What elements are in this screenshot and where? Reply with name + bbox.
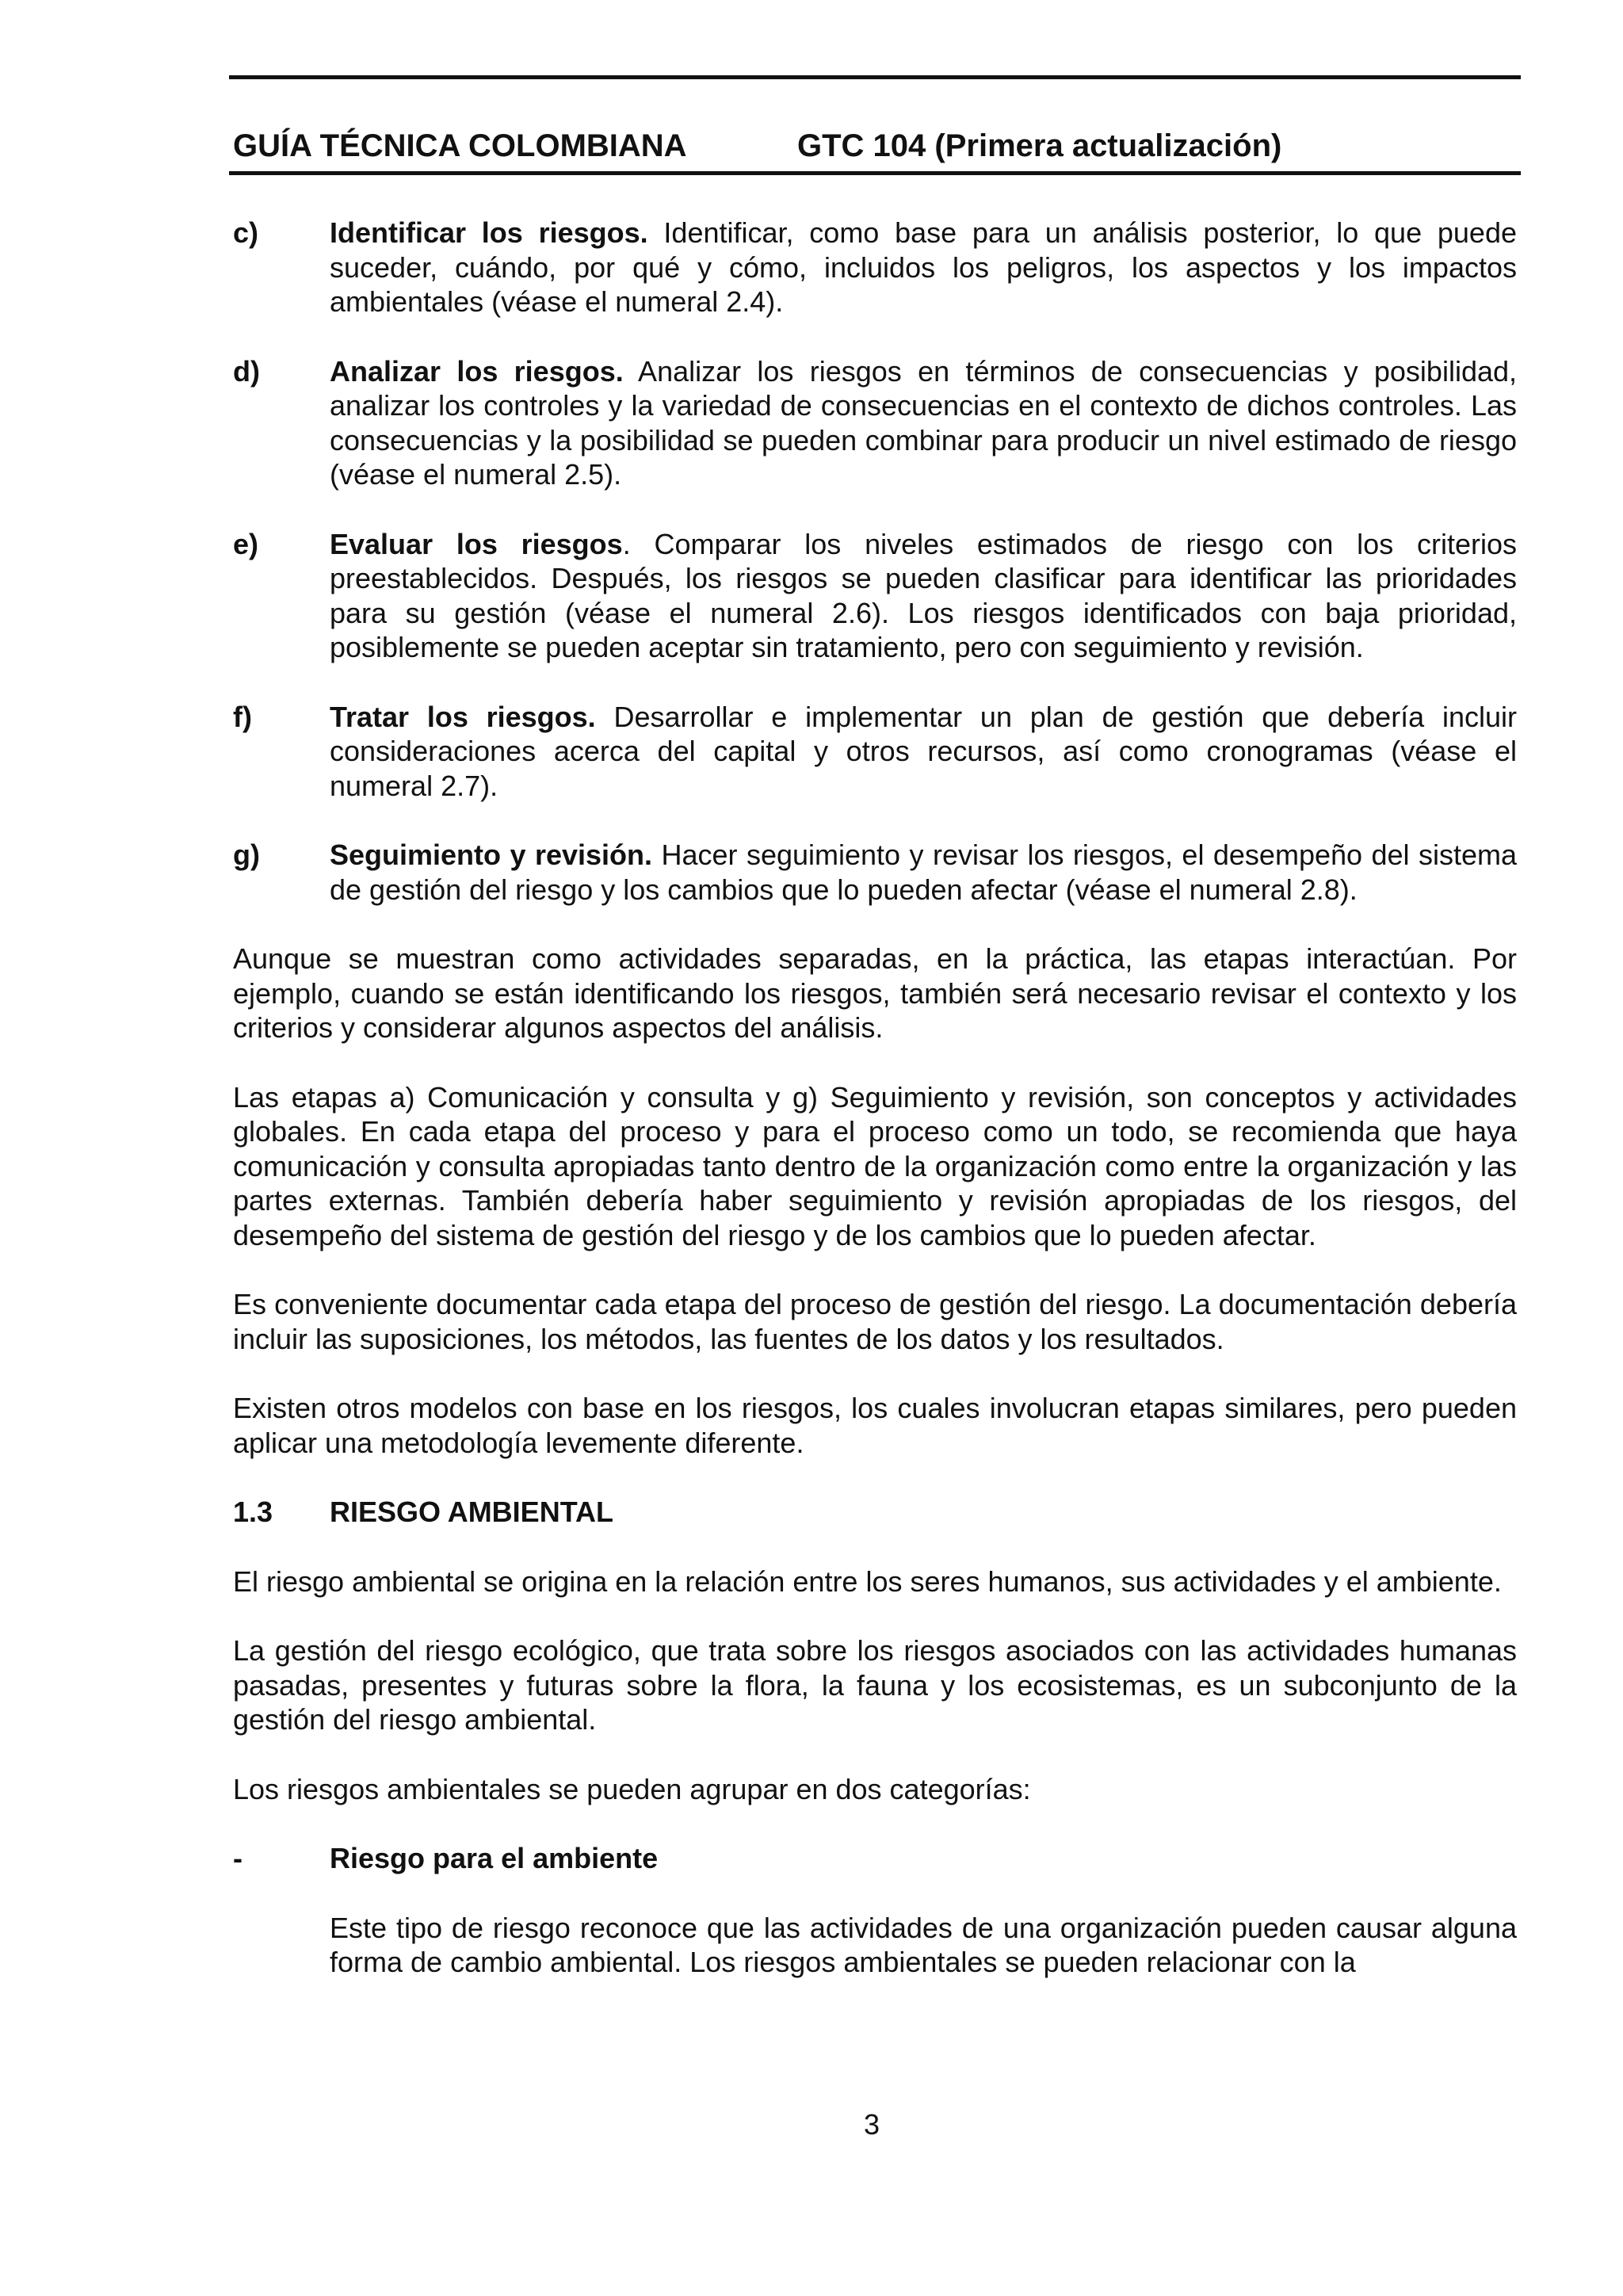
list-term: Tratar los riesgos. bbox=[330, 700, 596, 733]
header-document-code: GTC 104 (Primera actualización) bbox=[797, 128, 1282, 163]
list-item-e bbox=[233, 527, 1517, 665]
bullet-marker: - bbox=[233, 1842, 242, 1874]
list-marker: e) bbox=[233, 527, 259, 560]
bullet-title: Riesgo para el ambiente bbox=[330, 1842, 659, 1874]
list-text: Identificar, como base para un análisis posterior, lo que puede suceder, cuándo, por qué y cómo, incluidos los peligros, los aspectos y los impactos ambientales (véase el numeral 2.4). bbox=[330, 216, 1517, 318]
list-term: Evaluar los riesgos bbox=[330, 527, 623, 560]
header-guide-title: GUÍA TÉCNICA COLOMBIANA bbox=[233, 128, 687, 163]
list-marker: c) bbox=[233, 216, 259, 249]
list-marker: d) bbox=[233, 354, 260, 388]
list-term: Identificar los riesgos. bbox=[330, 216, 648, 249]
header-top-rule bbox=[229, 75, 1521, 79]
paragraph: Aunque se muestran como actividades separadas, en la práctica, las etapas interactúan. Por ejemplo, cuando se están identificando los riesgos, también será necesario revisar el contexto y los criterios y considerar algunos aspectos del análisis. bbox=[233, 942, 1517, 1044]
section-number: 1.3 bbox=[233, 1496, 273, 1528]
list-text: Analizar los riesgos en términos de consecuencias y posibilidad, analizar los controles y la variedad de consecuencias en el contexto de dichos controles. Las consecuencias y la posibilidad se pueden combinar para producir un nivel estimado de riesgo (véase el numeral 2.5). bbox=[330, 354, 1518, 491]
list-marker: g) bbox=[233, 839, 260, 871]
paragraph: La gestión del riesgo ecológico, que trata sobre los riesgos asociados con las actividades humanas pasadas, presentes y futuras sobre la flora, la fauna y los ecosistemas, es un subconjunto de la gestión del riesgo ambiental. bbox=[233, 1634, 1517, 1736]
header-bottom-rule bbox=[229, 171, 1521, 175]
list-term: Analizar los riesgos. bbox=[330, 354, 624, 388]
list-text: . Comparar los niveles estimados de riesgo con los criterios preestablecidos. Después, los riesgos se pueden clasificar para identificar las prioridades para su gestión (véase el numeral 2.6). Los riesgos identificados con baja prioridad, posiblemente se pueden aceptar sin tratamiento, pero con seguimiento y revisión. bbox=[330, 527, 1517, 663]
paragraph: Existen otros modelos con base en los riesgos, los cuales involucran etapas similares, pero pueden aplicar una metodología levemente diferente. bbox=[233, 1392, 1517, 1459]
list-marker: f) bbox=[233, 700, 252, 733]
list-item-c bbox=[233, 216, 1517, 319]
section-title: RIESGO AMBIENTAL bbox=[330, 1496, 613, 1528]
list-text: Hacer seguimiento y revisar los riesgos, el desempeño del sistema de gestión del riesgo y los cambios que lo pueden afectar (véase el numeral 2.8). bbox=[330, 839, 1518, 906]
paragraph: Las etapas a) Comunicación y consulta y g) Seguimiento y revisión, son conceptos y actividades globales. En cada etapa del proceso y para el proceso como un todo, se recomienda que haya comunicación y consulta apropiadas tanto dentro de la organización como entre la organización y las partes externas. También debería haber seguimiento y revisión apropiadas de los riesgos, del desempeño del sistema de gestión del riesgo y de los cambios que lo pueden afectar. bbox=[233, 1080, 1517, 1251]
page-number: 3 bbox=[863, 2108, 880, 2141]
list-item-f bbox=[233, 700, 1517, 804]
page-body bbox=[233, 216, 1517, 1980]
paragraph: Los riesgos ambientales se pueden agrupar en dos categorías: bbox=[233, 1772, 1031, 1805]
paragraph: Es conveniente documentar cada etapa del proceso de gestión del riesgo. La documentación debería incluir las suposiciones, los métodos, las fuentes de los datos y los resultados. bbox=[233, 1288, 1517, 1355]
list-term: Seguimiento y revisión. bbox=[330, 839, 653, 871]
list-item-d bbox=[233, 354, 1517, 492]
list-text: Desarrollar e implementar un plan de gestión que debería incluir consideraciones acerca del capital y otros recursos, así como cronogramas (véase el numeral 2.7). bbox=[330, 700, 1517, 802]
bullet-paragraph: Este tipo de riesgo reconoce que las actividades de una organización pueden causar alguna forma de cambio ambiental. Los riesgos ambientales se pueden relacionar con la bbox=[330, 1911, 1517, 1978]
paragraph: El riesgo ambiental se origina en la relación entre los seres humanos, sus actividades y el ambiente. bbox=[233, 1564, 1502, 1598]
section-heading bbox=[233, 1495, 1517, 1530]
list-item-g bbox=[233, 838, 1517, 907]
bullet-heading bbox=[233, 1841, 1517, 1876]
